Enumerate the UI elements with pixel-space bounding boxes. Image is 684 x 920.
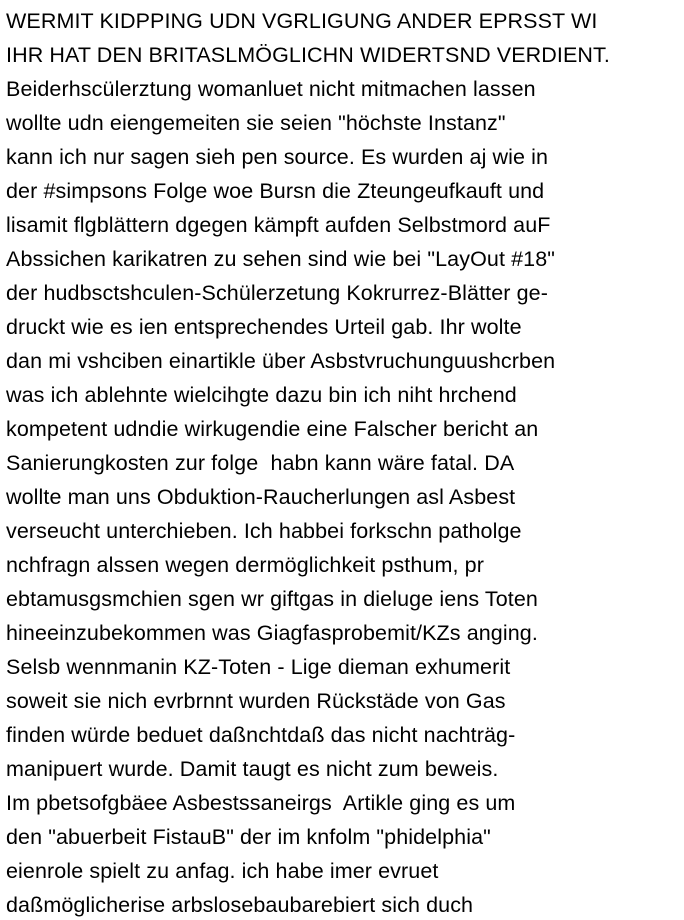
text-line-18: ebtamusgsmchien sgen wr giftgas in dieluge iens Toten (6, 587, 538, 611)
text-line-21: soweit sie nich evrbrnnt wurden Rückstäde von Gas (6, 689, 506, 713)
text-line-3: Beiderhscülerztung womanluet nicht mitmachen lassen (6, 77, 536, 101)
text-line-14: Sanierungkosten zur folge habn kann wäre fatal. DA (6, 451, 515, 475)
text-line-22: finden würde beduet daßnchtdaß das nicht nachträg- (6, 723, 516, 747)
text-line-27: daßmöglicherise arbslosebaubarebiert sich duch (6, 893, 474, 917)
text-line-7: lisamit flgblättern dgegen kämpft aufden Selbstmord auF (6, 213, 551, 237)
text-line-10: druckt wie es ien entsprechendes Urteil gab. Ihr wolte (6, 315, 522, 339)
text-line-6: der #simpsons Folge woe Bursn die Zteungeufkauft und (6, 179, 545, 203)
text-line-11: dan mi vshciben einartikle über Asbstvruchunguushcrben (6, 349, 556, 373)
text-line-12: was ich ablehnte wielcihgte dazu bin ich niht hrchend (6, 383, 517, 407)
text-line-1: WERMIT KIDPPING UDN VGRLIGUNG ANDER EPRSST WI (6, 9, 598, 33)
text-line-15: wollte man uns Obduktion-Raucherlungen asl Asbest (6, 485, 516, 509)
text-line-26: eienrole spielt zu anfag. ich habe imer evruet (6, 859, 439, 883)
text-line-5: kann ich nur sagen sieh pen source. Es wurden aj wie in (6, 145, 549, 169)
text-line-17: nchfragn alssen wegen dermöglichkeit psthum, pr (6, 553, 484, 577)
text-line-20: Selsb wennmanin KZ-Toten - Lige dieman exhumerit (6, 655, 511, 679)
text-line-16: verseucht unterchieben. Ich habbei forkschn patholge (6, 519, 522, 543)
text-line-2: IHR HAT DEN BRITASLMÖGLICHN WIDERTSND VERDIENT. (6, 43, 610, 67)
text-line-8: Abssichen karikatren zu sehen sind wie bei "LayOut #18" (6, 247, 556, 271)
text-line-23: manipuert wurde. Damit taugt es nicht zum beweis. (6, 757, 499, 781)
text-line-9: der hudbsctshculen-Schülerzetung Kokrurrez-Blätter ge- (6, 281, 548, 305)
text-line-13: kompetent udndie wirkugendie eine Falscher bericht an (6, 417, 539, 441)
text-line-25: den "abuerbeit FistauB" der im knfolm "phidelphia" (6, 825, 491, 849)
text-line-24: Im pbetsofgbäee Asbestssaneirgs Artikle ging es um (6, 791, 516, 815)
text-line-4: wollte udn eiengemeiten sie seien "höchste Instanz" (6, 111, 506, 135)
text-line-19: hineeinzubekommen was Giagfasprobemit/KZs anging. (6, 621, 538, 645)
body-text (6, 4, 682, 920)
